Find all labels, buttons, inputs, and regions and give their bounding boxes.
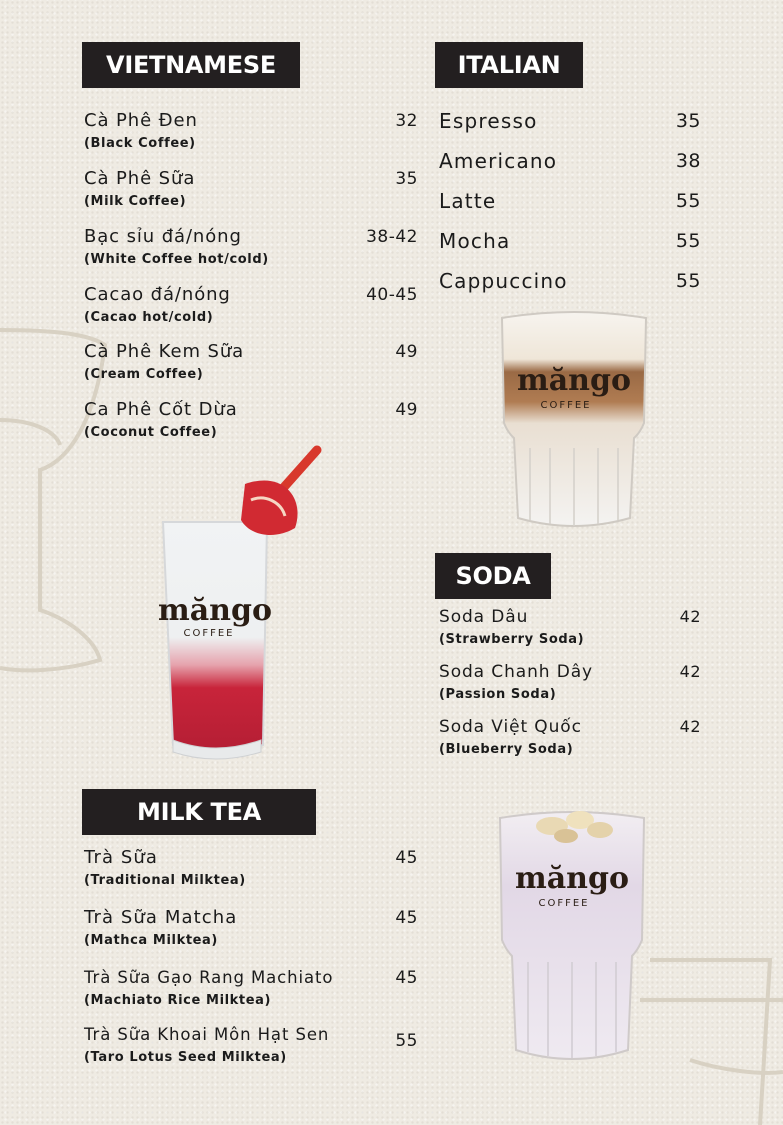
milk-tea-header: MILK TEA bbox=[82, 789, 316, 835]
item-price: 45 bbox=[395, 968, 418, 988]
item-english-name: (Black Coffee) bbox=[84, 136, 196, 151]
item-name: Soda Việt Quốc bbox=[439, 717, 582, 737]
item-price: 55 bbox=[675, 230, 701, 252]
menu-item-tra-sua-khoai-mon bbox=[84, 1024, 418, 1066]
soda-header: SODA bbox=[435, 553, 551, 599]
soda-logo-text: măngo bbox=[158, 593, 272, 628]
item-price: 49 bbox=[395, 400, 418, 420]
item-price: 55 bbox=[675, 190, 701, 212]
menu-item-ca-phe-sua bbox=[84, 168, 420, 210]
vietnamese-header: VIETNAMESE bbox=[82, 42, 300, 88]
item-english-name: (Cacao hot/cold) bbox=[84, 310, 214, 325]
item-name: Trà Sữa Khoai Môn Hạt Sen bbox=[84, 1025, 330, 1044]
menu-item-ca-phe-cot-dua bbox=[84, 399, 420, 441]
item-name: Espresso bbox=[439, 109, 538, 133]
menu-item-soda-chanh-day bbox=[439, 661, 701, 703]
latte-logo-sub: COFFEE bbox=[540, 400, 592, 411]
item-price: 49 bbox=[395, 342, 418, 362]
item-english-name: (Blueberry Soda) bbox=[439, 742, 574, 757]
item-name: Trà Sữa Gạo Rang Machiato bbox=[84, 968, 334, 987]
item-price: 40-45 bbox=[366, 285, 418, 305]
strawberry-soda-image bbox=[155, 440, 335, 765]
menu-item-americano bbox=[439, 149, 701, 173]
item-name: Cà Phê Kem Sữa bbox=[84, 341, 245, 362]
menu-item-tra-sua bbox=[84, 847, 418, 889]
italian-header: ITALIAN bbox=[435, 42, 583, 88]
item-name: Cappuccino bbox=[439, 269, 568, 293]
item-english-name: (Milk Coffee) bbox=[84, 194, 187, 209]
latte-glass-image bbox=[494, 308, 654, 538]
item-english-name: (Taro Lotus Seed Milktea) bbox=[84, 1050, 287, 1065]
item-english-name: (Strawberry Soda) bbox=[439, 632, 585, 647]
item-price: 32 bbox=[395, 111, 418, 131]
latte-logo-text: măngo bbox=[517, 363, 631, 398]
item-price: 35 bbox=[395, 169, 418, 189]
item-english-name: (Coconut Coffee) bbox=[84, 425, 218, 440]
item-price: 35 bbox=[675, 110, 701, 132]
item-name: Ca Phê Cốt Dừa bbox=[84, 399, 238, 420]
item-price: 55 bbox=[675, 270, 701, 292]
item-name: Bạc sỉu đá/nóng bbox=[84, 226, 242, 247]
taro-logo-sub: COFFEE bbox=[538, 898, 590, 909]
item-english-name: (Passion Soda) bbox=[439, 687, 557, 702]
menu-item-tra-sua-gao-rang bbox=[84, 967, 418, 1009]
item-name: Trà Sữa bbox=[84, 847, 159, 868]
menu-item-latte bbox=[439, 189, 701, 213]
item-price: 45 bbox=[395, 908, 418, 928]
menu-item-cacao bbox=[84, 284, 420, 326]
menu-item-bac-siu bbox=[84, 226, 420, 268]
menu-item-soda-dau bbox=[439, 606, 701, 648]
item-english-name: (White Coffee hot/cold) bbox=[84, 252, 269, 267]
soda-logo-sub: COFFEE bbox=[183, 628, 235, 639]
item-english-name: (Cream Coffee) bbox=[84, 367, 204, 382]
taro-logo-text: măngo bbox=[515, 861, 629, 896]
item-name: Cacao đá/nóng bbox=[84, 284, 231, 305]
item-name: Latte bbox=[439, 189, 497, 213]
item-price: 38-42 bbox=[366, 227, 418, 247]
menu-item-ca-phe-kem-sua bbox=[84, 341, 420, 383]
item-price: 42 bbox=[679, 717, 701, 736]
item-name: Cà Phê Đen bbox=[84, 110, 198, 131]
item-english-name: (Mathca Milktea) bbox=[84, 933, 218, 948]
taro-milk-tea-image bbox=[492, 800, 652, 1070]
menu-item-mocha bbox=[439, 229, 701, 253]
item-name: Soda Dâu bbox=[439, 607, 529, 627]
item-name: Americano bbox=[439, 149, 558, 173]
item-english-name: (Traditional Milktea) bbox=[84, 873, 246, 888]
item-price: 55 bbox=[395, 1031, 418, 1051]
item-name: Cà Phê Sữa bbox=[84, 168, 196, 189]
item-name: Trà Sữa Matcha bbox=[84, 907, 238, 928]
item-name: Mocha bbox=[439, 229, 511, 253]
menu-item-tra-sua-matcha bbox=[84, 907, 418, 949]
menu-item-espresso bbox=[439, 109, 701, 133]
menu-item-soda-viet-quoc bbox=[439, 716, 701, 758]
item-name: Soda Chanh Dây bbox=[439, 662, 593, 682]
item-price: 38 bbox=[675, 150, 701, 172]
item-price: 45 bbox=[395, 848, 418, 868]
item-price: 42 bbox=[679, 662, 701, 681]
menu-item-cappuccino bbox=[439, 269, 701, 293]
item-price: 42 bbox=[679, 607, 701, 626]
item-english-name: (Machiato Rice Milktea) bbox=[84, 993, 272, 1008]
menu-item-ca-phe-den bbox=[84, 110, 420, 152]
